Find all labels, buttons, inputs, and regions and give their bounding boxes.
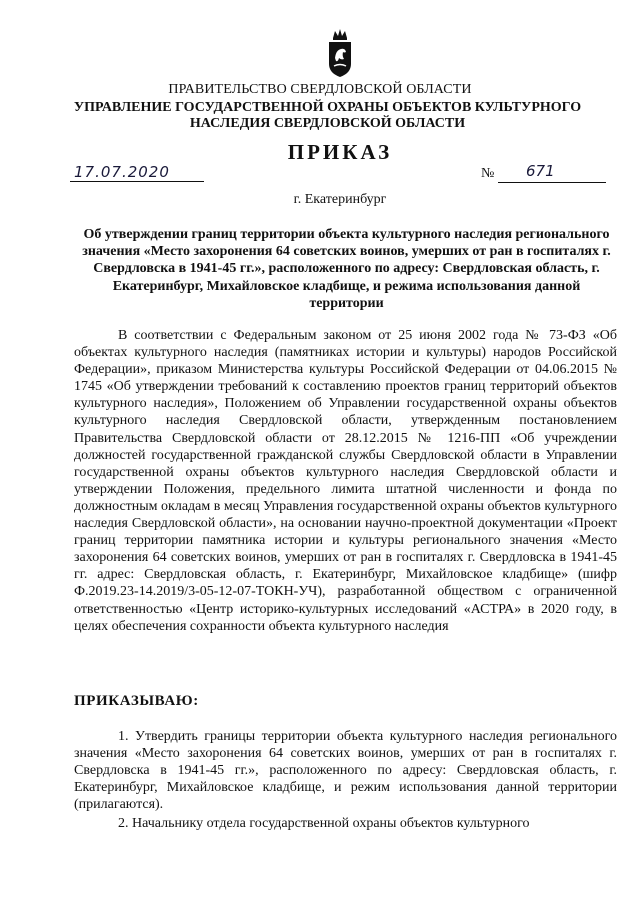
order-item: 2. Начальнику отдела государственной охраны объектов культурного <box>118 816 530 831</box>
preamble-paragraph: В соответствии с Федеральным законом от 25 июня 2002 года № 73-ФЗ «Об объектах культурного наследия (памятниках истории и культуры) народов Российской Федерации», приказом Министерства культуры Российской Федерации от 04.06.2015 № 1745 «Об утверждении требований к составлению проектов границ территорий объектов культурного наследия», Положением об Управлении государственной охраны объектов культурного наследия Свердловской области, утвержденным постановлением Правительства Свердловской области от 28.12.2015 № 1216-ПП «Об учреждении должностей государственной гражданской службы Свердловской области в Управлении государственной охраны объектов культурного наследия Свердловской области и утверждении Положения, предельного лимита штатной численности и фонда по должностным окладам в месяц Управления государственной охраны объектов культурного наследия Свердловской области», на основании научно-проектной документации «Проект границ территории памятника истории и культуры регионального значения «Место захоронения 64 советских воинов, умерших от ран в госпиталях г. Свердловска в 1941-45 гг. адрес: Свердловская область, г. Екатеринбург, Михайловское кладбище» (шифр Ф.2019.23-14.2019/3-05-12-07-ТОКН-УЧ), разработанной обществом с ограниченной ответственностью «Центр историко-культурных исследований «АСТРА» в 2020 году, в целях обеспечения сохранности объекта культурного наследия <box>74 328 617 634</box>
order-date: 17.07.2020 <box>70 163 204 182</box>
document-type: ПРИКАЗ <box>287 140 393 164</box>
department-title: УПРАВЛЕНИЕ ГОСУДАРСТВЕННОЙ ОХРАНЫ ОБЪЕКТОВ КУЛЬТУРНОГО НАСЛЕДИЯ СВЕРДЛОВСКОЙ ОБЛАСТИ <box>73 100 582 131</box>
order-keyword: ПРИКАЗЫВАЮ: <box>74 693 199 709</box>
order-subject: Об утверждении границ территории объекта культурного наследия регионального значения «Место захоронения 64 советских воинов, умерших от ран в госпиталях г. Свердловска в 1941-45 гг.», расположенного по адресу: Свердловская область, г. Екатеринбург, Михайловское кладбище, и режима использования данной территории <box>82 227 611 311</box>
government-title: ПРАВИТЕЛЬСТВО СВЕРДЛОВСКОЙ ОБЛАСТИ <box>168 82 472 97</box>
city: г. Екатеринбург <box>293 192 387 207</box>
sverdlovsk-coat-of-arms-icon <box>327 28 353 78</box>
order-item: 1. Утвердить границы территории объекта культурного наследия регионального значения «Место захоронения 64 советских воинов, умерших от ран в госпиталях г. Свердловска в 1941-45 гг.», расположенного по адресу: Свердловская область, г. Екатеринбург, Михайловское кладбище, и режим использования данной территории (прилагаются). <box>74 729 617 813</box>
order-number: 671 <box>498 160 606 183</box>
number-label: № <box>481 166 495 181</box>
